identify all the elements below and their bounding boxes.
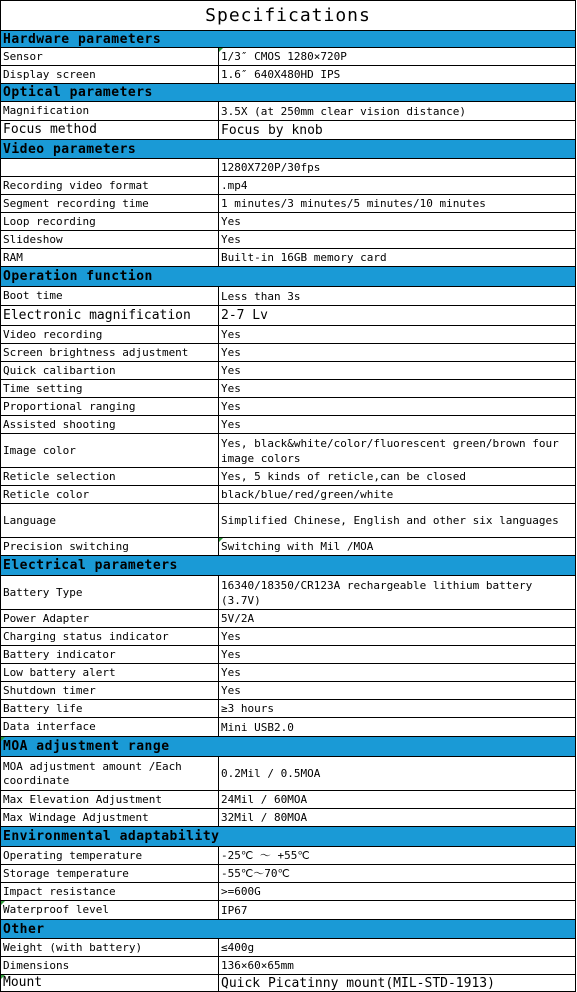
spec-value: Less than 3s [221, 289, 301, 303]
spec-label: Segment recording time [1, 195, 219, 212]
section-electrical-parameters: Electrical parameters [0, 555, 576, 575]
spec-label: MOA adjustment amount /Each coordinate [1, 757, 219, 790]
spec-value: ≥3 hours [221, 702, 274, 715]
spec-value: Yes, 5 kinds of reticle,can be closed [221, 470, 467, 483]
spec-row-data-interface [0, 717, 576, 736]
spec-label: Battery life [1, 700, 219, 717]
spec-value: 32Mil / 80MOA [221, 811, 308, 824]
spec-row-boot-time [0, 286, 576, 305]
spec-row-ram [0, 248, 576, 266]
spec-value: .mp4 [221, 179, 248, 192]
spec-row-segment-recording-time [0, 194, 576, 212]
spec-label: Max Windage Adjustment [1, 809, 219, 826]
spec-row-recording-video-format [0, 176, 576, 194]
spec-label: Language [1, 504, 219, 537]
cell-corner-marker [219, 538, 223, 542]
spec-label: Recording video format [1, 177, 219, 194]
spec-value: 136×60×65mm [221, 959, 294, 972]
spec-row-image-color [0, 433, 576, 467]
spec-row-proportional-ranging [0, 397, 576, 415]
spec-label: Sensor [1, 48, 219, 65]
spec-row-slideshow [0, 230, 576, 248]
spec-value: >=600G [221, 885, 261, 898]
spec-label [1, 159, 219, 176]
spec-row-mount [0, 974, 576, 992]
spec-label: Precision switching [1, 538, 219, 555]
spec-label: Low battery alert [1, 664, 219, 681]
spec-row-screen-brightness-adjustment [0, 343, 576, 361]
spec-value: Quick Picatinny mount(MIL-STD-1913) [221, 975, 495, 991]
spec-value: 1/3″ CMOS 1280×720P [221, 50, 347, 63]
spec-label: Power Adapter [1, 610, 219, 627]
spec-label: Video recording [1, 326, 219, 343]
spec-row-moa-adjustment-amount [0, 756, 576, 790]
spec-label: Assisted shooting [1, 416, 219, 433]
spec-label: Data interface [1, 718, 219, 736]
spec-label: Time setting [1, 380, 219, 397]
spec-value: IP67 [221, 903, 248, 917]
spec-row-display-screen [0, 65, 576, 83]
spec-row-battery-type [0, 575, 576, 609]
spec-row-loop-recording [0, 212, 576, 230]
spec-value: Focus by knob [221, 122, 323, 138]
spec-row-battery-indicator [0, 645, 576, 663]
spec-value: Yes [221, 666, 241, 679]
cell-corner-marker [1, 901, 5, 905]
spec-label: Slideshow [1, 231, 219, 248]
section-hardware-parameters: Hardware parameters [0, 30, 576, 47]
cell-corner-marker [1, 975, 5, 979]
spec-value: Yes [221, 630, 241, 643]
spec-row-waterproof-level [0, 900, 576, 919]
spec-label: Display screen [1, 66, 219, 83]
spec-row-impact-resistance [0, 882, 576, 900]
spec-value: -55℃～70℃ [221, 867, 290, 880]
spec-row-max-windage-adjustment [0, 808, 576, 826]
spec-value: Yes [221, 215, 241, 228]
spec-row-quick-calibration [0, 361, 576, 379]
spec-value: 16340/18350/CR123A rechargeable lithium battery (3.7V) [221, 578, 533, 607]
spec-label: Charging status indicator [1, 628, 219, 645]
spec-label: Electronic magnification [1, 306, 219, 325]
spec-value: Yes [221, 364, 241, 377]
cell-corner-marker [1, 737, 5, 741]
spec-row-precision-switching [0, 537, 576, 555]
spec-label: Proportional ranging [1, 398, 219, 415]
spec-row-video-resolution [0, 158, 576, 176]
spec-value: Mini USB2.0 [221, 720, 294, 734]
spec-row-electronic-magnification [0, 305, 576, 325]
spec-row-max-elevation-adjustment [0, 790, 576, 808]
spec-label: Shutdown timer [1, 682, 219, 699]
spec-value: ≤400g [221, 941, 255, 954]
spec-label: Waterproof level [1, 901, 219, 919]
spec-value: Yes [221, 684, 241, 697]
spec-value: black/blue/red/green/white [221, 488, 394, 501]
spec-row-time-setting [0, 379, 576, 397]
spec-row-storage-temperature [0, 864, 576, 882]
spec-label: RAM [1, 249, 219, 266]
spec-label: Reticle selection [1, 468, 219, 485]
spec-value: Built-in 16GB memory card [221, 251, 387, 264]
spec-value: Yes [221, 418, 241, 431]
section-operation-function: Operation function [0, 266, 576, 286]
spec-label: Operating temperature [1, 847, 219, 864]
spec-value: Yes [221, 382, 241, 395]
spec-value: Yes [221, 328, 241, 341]
spec-value: 3.5X (at 250mm clear vision distance) [221, 104, 467, 118]
spec-label: Boot time [1, 287, 219, 305]
spec-value: Yes [221, 233, 241, 246]
spec-row-shutdown-timer [0, 681, 576, 699]
spec-row-battery-life [0, 699, 576, 717]
spec-label: Quick calibartion [1, 362, 219, 379]
spec-row-focus-method [0, 120, 576, 139]
spec-label: Max Elevation Adjustment [1, 791, 219, 808]
spec-label: Screen brightness adjustment [1, 344, 219, 361]
spec-label: Battery indicator [1, 646, 219, 663]
spec-label: Mount [1, 975, 219, 991]
spec-row-sensor [0, 47, 576, 65]
spec-value: Simplified Chinese, English and other six languages [221, 514, 559, 527]
spec-value: Switching with Mil /MOA [221, 540, 374, 553]
spec-label: Reticle color [1, 486, 219, 503]
spec-value: 0.2Mil / 0.5MOA [221, 767, 321, 780]
spec-label: Battery Type [1, 576, 219, 609]
section-other: Other [0, 919, 576, 938]
spec-label: Focus method [1, 121, 219, 139]
spec-row-dimensions [0, 956, 576, 974]
spec-label: Impact resistance [1, 883, 219, 900]
spec-row-assisted-shooting [0, 415, 576, 433]
spec-label: Image color [1, 434, 219, 467]
spec-label: Weight (with battery) [1, 939, 219, 956]
spec-row-low-battery-alert [0, 663, 576, 681]
spec-row-power-adapter [0, 609, 576, 627]
spec-row-language [0, 503, 576, 537]
spec-row-operating-temperature [0, 846, 576, 864]
spec-label: Dimensions [1, 957, 219, 974]
cell-corner-marker [219, 48, 223, 52]
spec-row-reticle-selection [0, 467, 576, 485]
section-environmental-adaptability: Environmental adaptability [0, 826, 576, 846]
spec-value: Yes, black&white/color/fluorescent green/brown four image colors [221, 436, 559, 465]
spec-label: Loop recording [1, 213, 219, 230]
spec-value: 24Mil / 60MOA [221, 793, 308, 806]
spec-value: Yes [221, 400, 241, 413]
spec-value: Yes [221, 346, 241, 359]
spec-value: 2-7 Lv [221, 308, 268, 323]
spec-value: 1280X720P/30fps [221, 161, 321, 174]
spec-value: -25℃ ～ +55℃ [221, 849, 310, 862]
spec-row-video-recording [0, 325, 576, 343]
section-video-parameters: Video parameters [0, 139, 576, 158]
spec-label: Storage temperature [1, 865, 219, 882]
spec-row-charging-status-indicator [0, 627, 576, 645]
section-moa-adjustment-range: MOA adjustment range [0, 736, 576, 756]
spec-row-weight [0, 938, 576, 956]
spec-value: 5V/2A [221, 612, 255, 625]
section-optical-parameters: Optical parameters [0, 83, 576, 101]
spec-value: 1 minutes/3 minutes/5 minutes/10 minutes [221, 197, 486, 210]
spec-label: Magnification [1, 102, 219, 120]
spec-value: Yes [221, 648, 241, 661]
spec-row-reticle-color [0, 485, 576, 503]
spec-value: 1.6″ 640X480HD IPS [221, 68, 341, 81]
page-title: Specifications [0, 0, 576, 30]
spec-row-magnification [0, 101, 576, 120]
